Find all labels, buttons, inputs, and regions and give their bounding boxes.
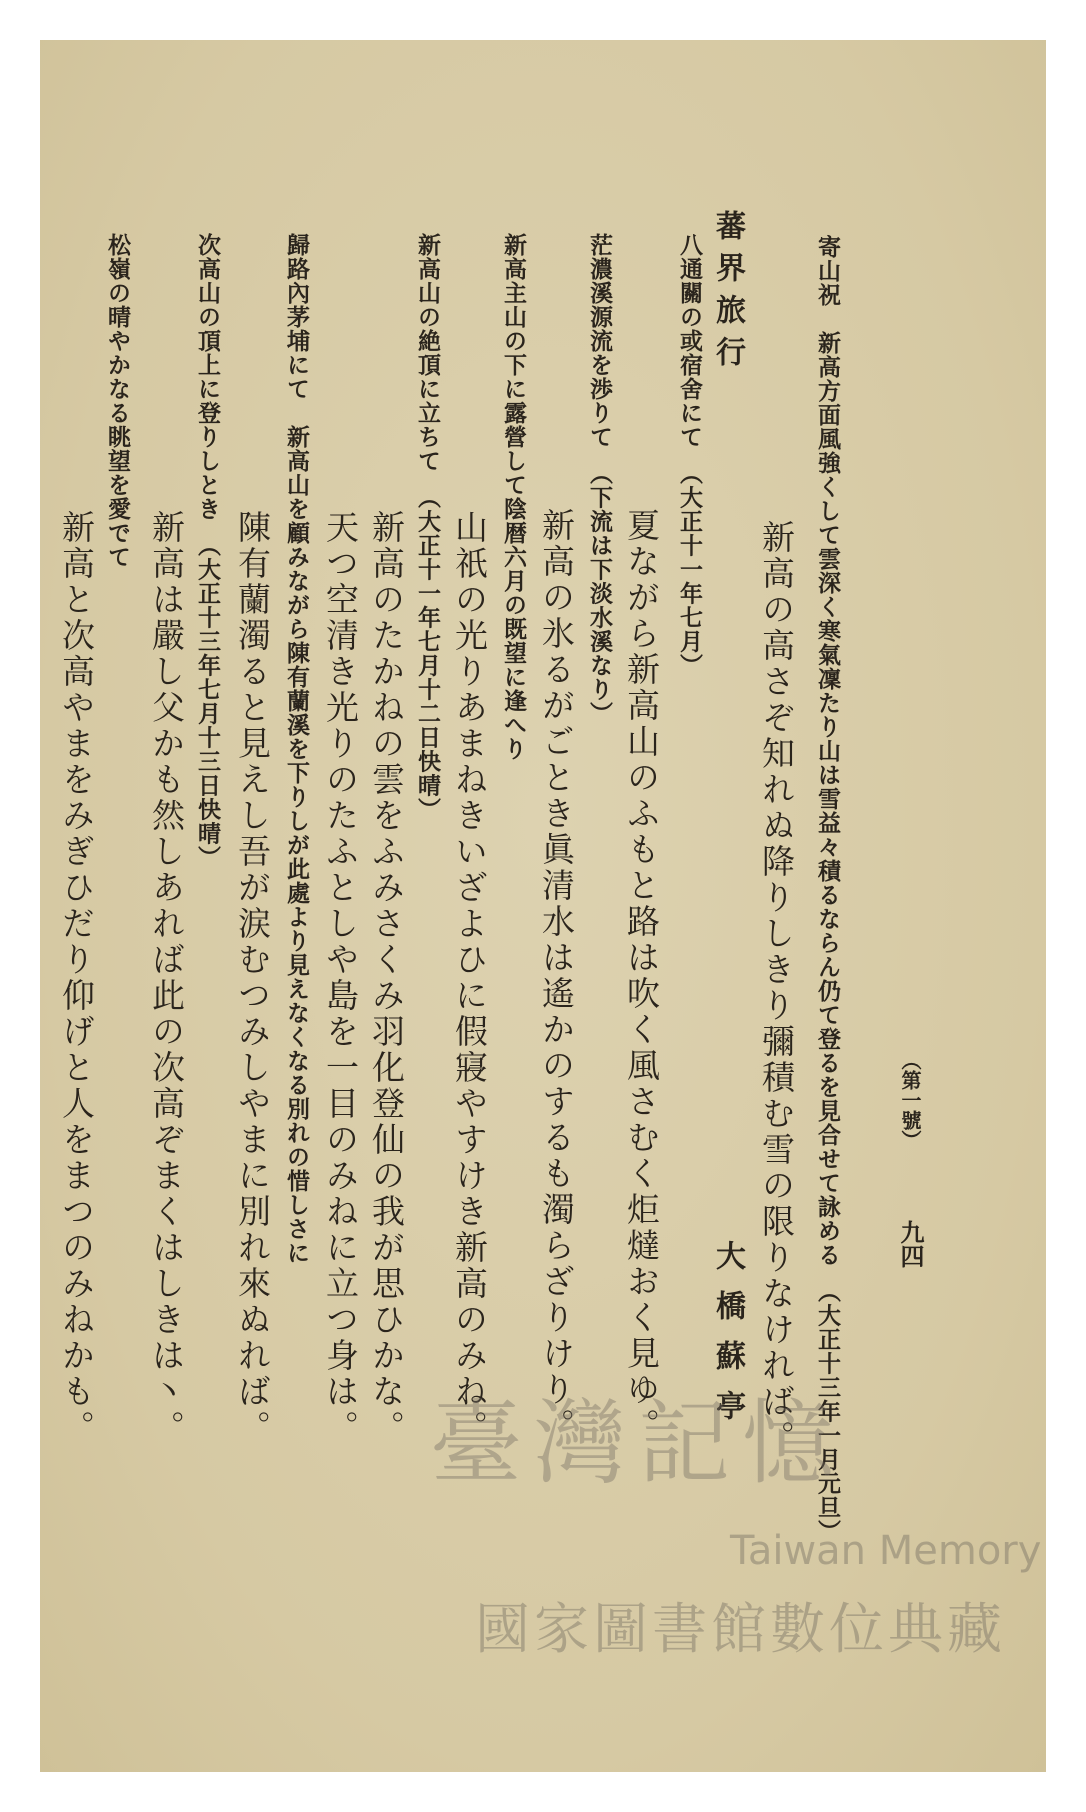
watermark-english: Taiwan Memory — [730, 1528, 1042, 1574]
entry-poem: 陳有蘭濁ると見えし吾が涙むつみしやまに別れ來ぬれば。 — [233, 510, 272, 1446]
watermark-script: 臺灣記憶 — [430, 1390, 847, 1497]
entry-poem: 夏ながら新高山のふもと路は吹く風さむく炬燵おく見ゆ。 — [622, 508, 661, 1444]
entry-heading: 歸路內茅埔にて 新高山を顧みながら陳有蘭溪を下りしが此處より見えなくなる別れの惜しさに — [283, 233, 310, 1265]
entry-heading: 次高山の頂上に登りしとき （大正十三年七月十三日快晴） — [194, 233, 221, 870]
entry-poem: 山祇の光りあまねきいざよひに假寢やすけき新高のみね。 — [450, 510, 489, 1446]
page-number: 九四 — [896, 1220, 925, 1268]
entry-heading: 茫濃溪源流を渉りて （下流は下淡水溪なり） — [586, 233, 613, 726]
entry-poem: 新高の氷るがごとき眞清水は遙かのするも濁らざりけり。 — [537, 508, 576, 1444]
entry-heading: 新高主山の下に露營して陰暦六月の既望に逢へり — [500, 233, 527, 761]
section1-poem: 新高の高さぞ知れぬ降りしきり彌積む雪の限りなければ。 — [757, 520, 796, 1456]
entry-poem: 新高のたかねの雲をふみさくみ羽化登仙の我が思ひかな。 — [367, 510, 406, 1446]
entry-poem: 新高は嚴し父かも然しあれば此の次高ぞまくはしきは丶。 — [147, 510, 186, 1446]
entry-poem: 天つ空清き光りのたふとしや島を一目のみねに立つ身は。 — [321, 510, 360, 1446]
author-name: 大橋蘇亭 — [710, 1240, 745, 1440]
entry-heading: 新高山の絶頂に立ちて （大正十一年七月十二日快晴） — [414, 233, 441, 822]
book-page — [40, 40, 1046, 1772]
section1-heading: 寄山祝 新高方面風強くして雲深く寒氣凜たり山は雪益々積るならん仍て登るを見合せて詠める （大正十三年一月元旦） — [814, 235, 841, 1544]
entry-poem: 新高と次高やまをみぎひだり仰げと人をまつのみねかも。 — [57, 510, 96, 1446]
entry-heading: 松嶺の晴やかなる眺望を愛でて — [104, 233, 131, 569]
watermark-chinese: 國家圖書館數位典藏 — [475, 1597, 1007, 1661]
entry-heading: 八通關の或宿舍にて （大正十一年七月） — [676, 233, 703, 678]
section-title: 蕃界旅行 — [710, 210, 745, 378]
issue-label: （第一號） — [898, 1050, 922, 1150]
